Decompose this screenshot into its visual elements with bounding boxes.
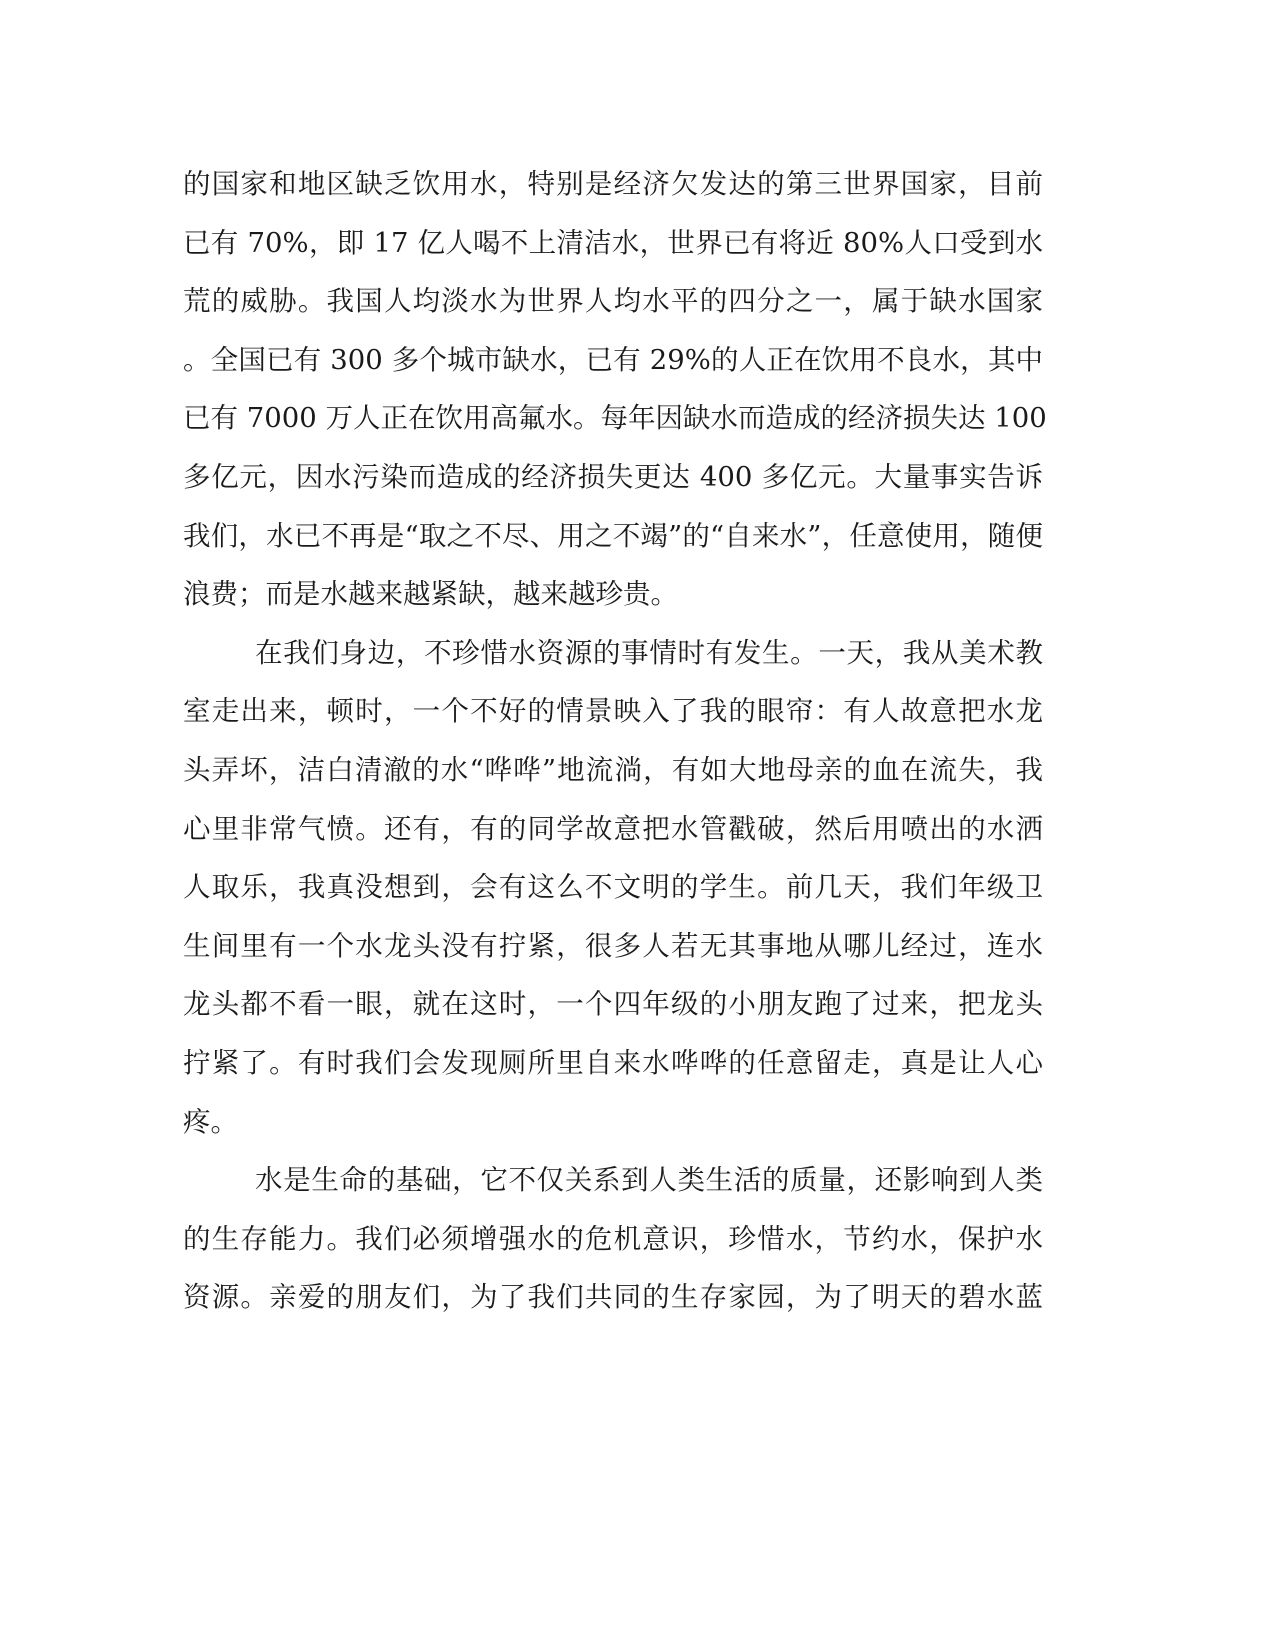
text-line: 资源。亲爱的朋友们，为了我们共同的生存家园，为了明天的碧水蓝 [183,1281,1043,1314]
text-line: 的国家和地区缺乏饮用水，特别是经济欠发达的第三世界国家，目前 [183,168,1043,200]
text-line: 。全国已有 300 多个城市缺水，已有 29%的人正在饮用不良水，其中 [183,343,1043,376]
text-line: 疼。 [183,1105,238,1138]
text-line: 我们，水已不再是“取之不尽、用之不竭”的“自来水”，任意使用，随便 [183,519,1043,552]
text-line: 浪费；而是水越来越紧缺，越来越珍贵。 [183,578,678,611]
paragraph-first-line: 水是生命的基础，它不仅关系到人类生活的质量，还影响到人类 [255,1164,1043,1197]
text-line: 拧紧了。有时我们会发现厕所里自来水哗哗的任意留走，真是让人心 [183,1046,1043,1079]
text-line: 已有 7000 万人正在饮用高氟水。每年因缺水而造成的经济损失达 100 [183,402,1047,435]
text-line: 室走出来，顿时，一个不好的情景映入了我的眼帘：有人故意把水龙 [183,695,1043,728]
text-line: 人取乐，我真没想到，会有这么不文明的学生。前几天，我们年级卫 [183,871,1043,904]
text-line: 荒的威胁。我国人均淡水为世界人均水平的四分之一，属于缺水国家 [183,285,1043,318]
text-line: 龙头都不看一眼，就在这时，一个四年级的小朋友跑了过来，把龙头 [183,988,1043,1021]
text-line: 头弄坏，洁白清澈的水“哗哗”地流淌，有如大地母亲的血在流失，我 [183,753,1043,786]
paragraph-first-line: 在我们身边，不珍惜水资源的事情时有发生。一天，我从美术教 [255,636,1043,669]
text-line: 生间里有一个水龙头没有拧紧，很多人若无其事地从哪儿经过，连水 [183,929,1043,962]
text-line: 心里非常气愤。还有，有的同学故意把水管戳破，然后用喷出的水洒 [183,812,1043,845]
text-line: 的生存能力。我们必须增强水的危机意识，珍惜水，节约水，保护水 [183,1222,1043,1255]
text-line: 多亿元，因水污染而造成的经济损失更达 400 多亿元。大量事实告诉 [183,460,1043,493]
body-text [183,155,1047,1327]
text-line: 已有 70%，即 17 亿人喝不上清洁水，世界已有将近 80%人口受到水 [183,226,1043,259]
